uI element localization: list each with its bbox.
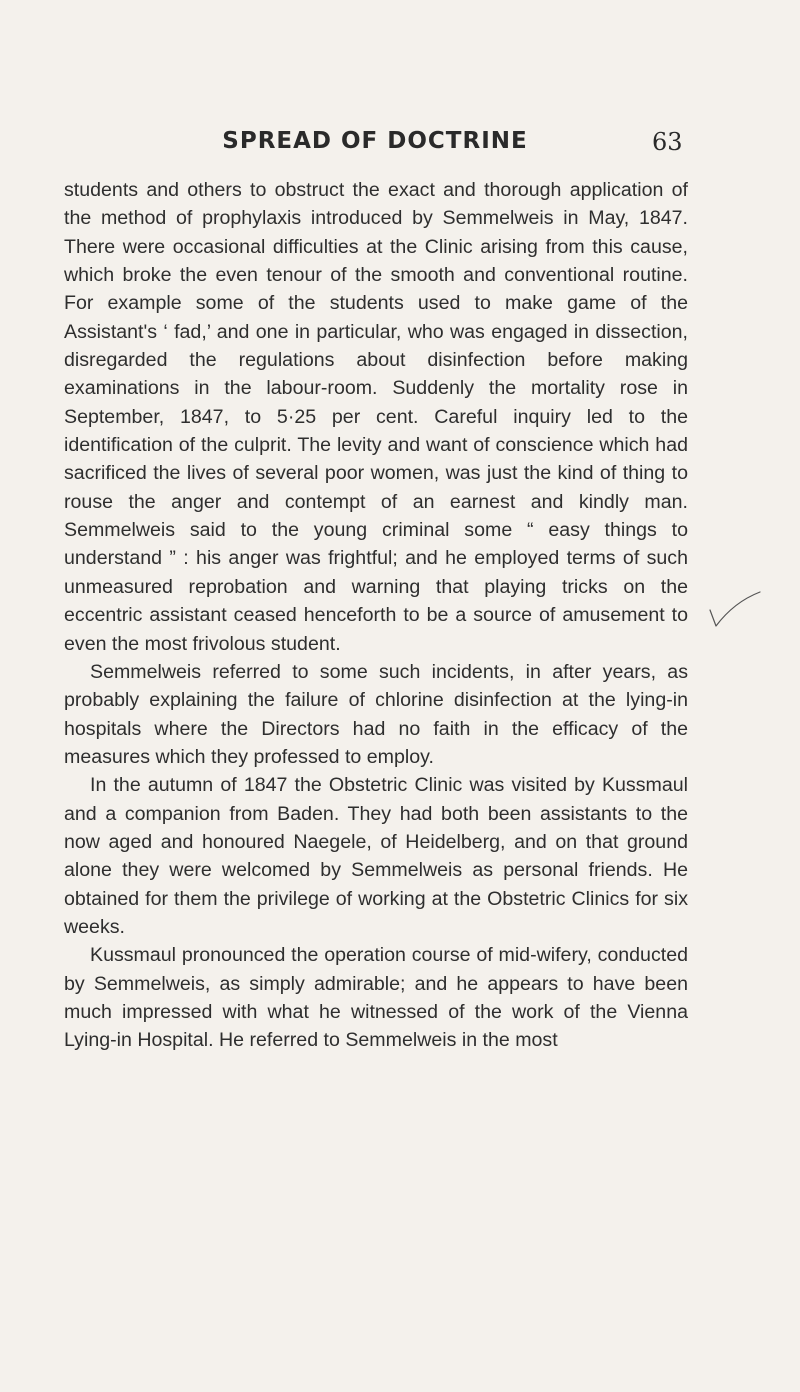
paragraph-4: Kussmaul pronounced the operation course of mid-wifery, conducted by Semmelweis, as simply admirable; and he appears to have been much impressed with what he witnessed of the work of the Vienna Lying-in Hospital. He referred to Semmelweis in the most xyxy=(64,944,688,1052)
paragraph-2: Semmelweis referred to some such incidents, in after years, as probably explaining the failure of chlorine disinfection at the lying-in hospitals where the Directors had no faith in the efficacy of the measures which they professed to employ. xyxy=(64,660,688,768)
running-head xyxy=(0,128,800,164)
paragraph-3: In the autumn of 1847 the Obstetric Clinic was visited by Kussmaul and a companion from Baden. They had both been assistants to the now aged and honoured Naegele, of Heidelberg, and on that ground alone they were welcomed by Semmelweis as personal friends. He obtained for them the privilege of working at the Obstetric Clinics for six weeks. xyxy=(64,774,688,938)
body-text xyxy=(64,176,688,1055)
page-number: 63 xyxy=(652,128,683,156)
margin-check-mark-icon xyxy=(704,588,764,632)
chapter-title: SPREAD OF DOCTRINE xyxy=(222,128,528,154)
paragraph-1: students and others to obstruct the exact and thorough application of the method of prophylaxis introduced by Semmelweis in May, 1847. There were occasional difficulties at the Clinic arising from this cause, which broke the even tenour of the smooth and conventional routine. For example some of the students used to make game of the Assistant's ‘ fad,’ and one in particular, who was engaged in dissection, disregarded the regulations about disinfection before making examinations in the labour-room. Suddenly the mortality rose in September, 1847, to 5·25 per cent. Careful inquiry led to the identification of the culprit. The levity and want of conscience which had sacrificed the lives of several poor women, was just the kind of thing to rouse the anger and contempt of an earnest and kindly man. Semmelweis said to the young criminal some “ easy things to understand ” : his anger was frightful; and he employed terms of such unmeasured reprobation and warning that playing tricks on the eccentric assistant ceased henceforth to be a source of amusement to even the most frivolous student. xyxy=(64,179,688,655)
